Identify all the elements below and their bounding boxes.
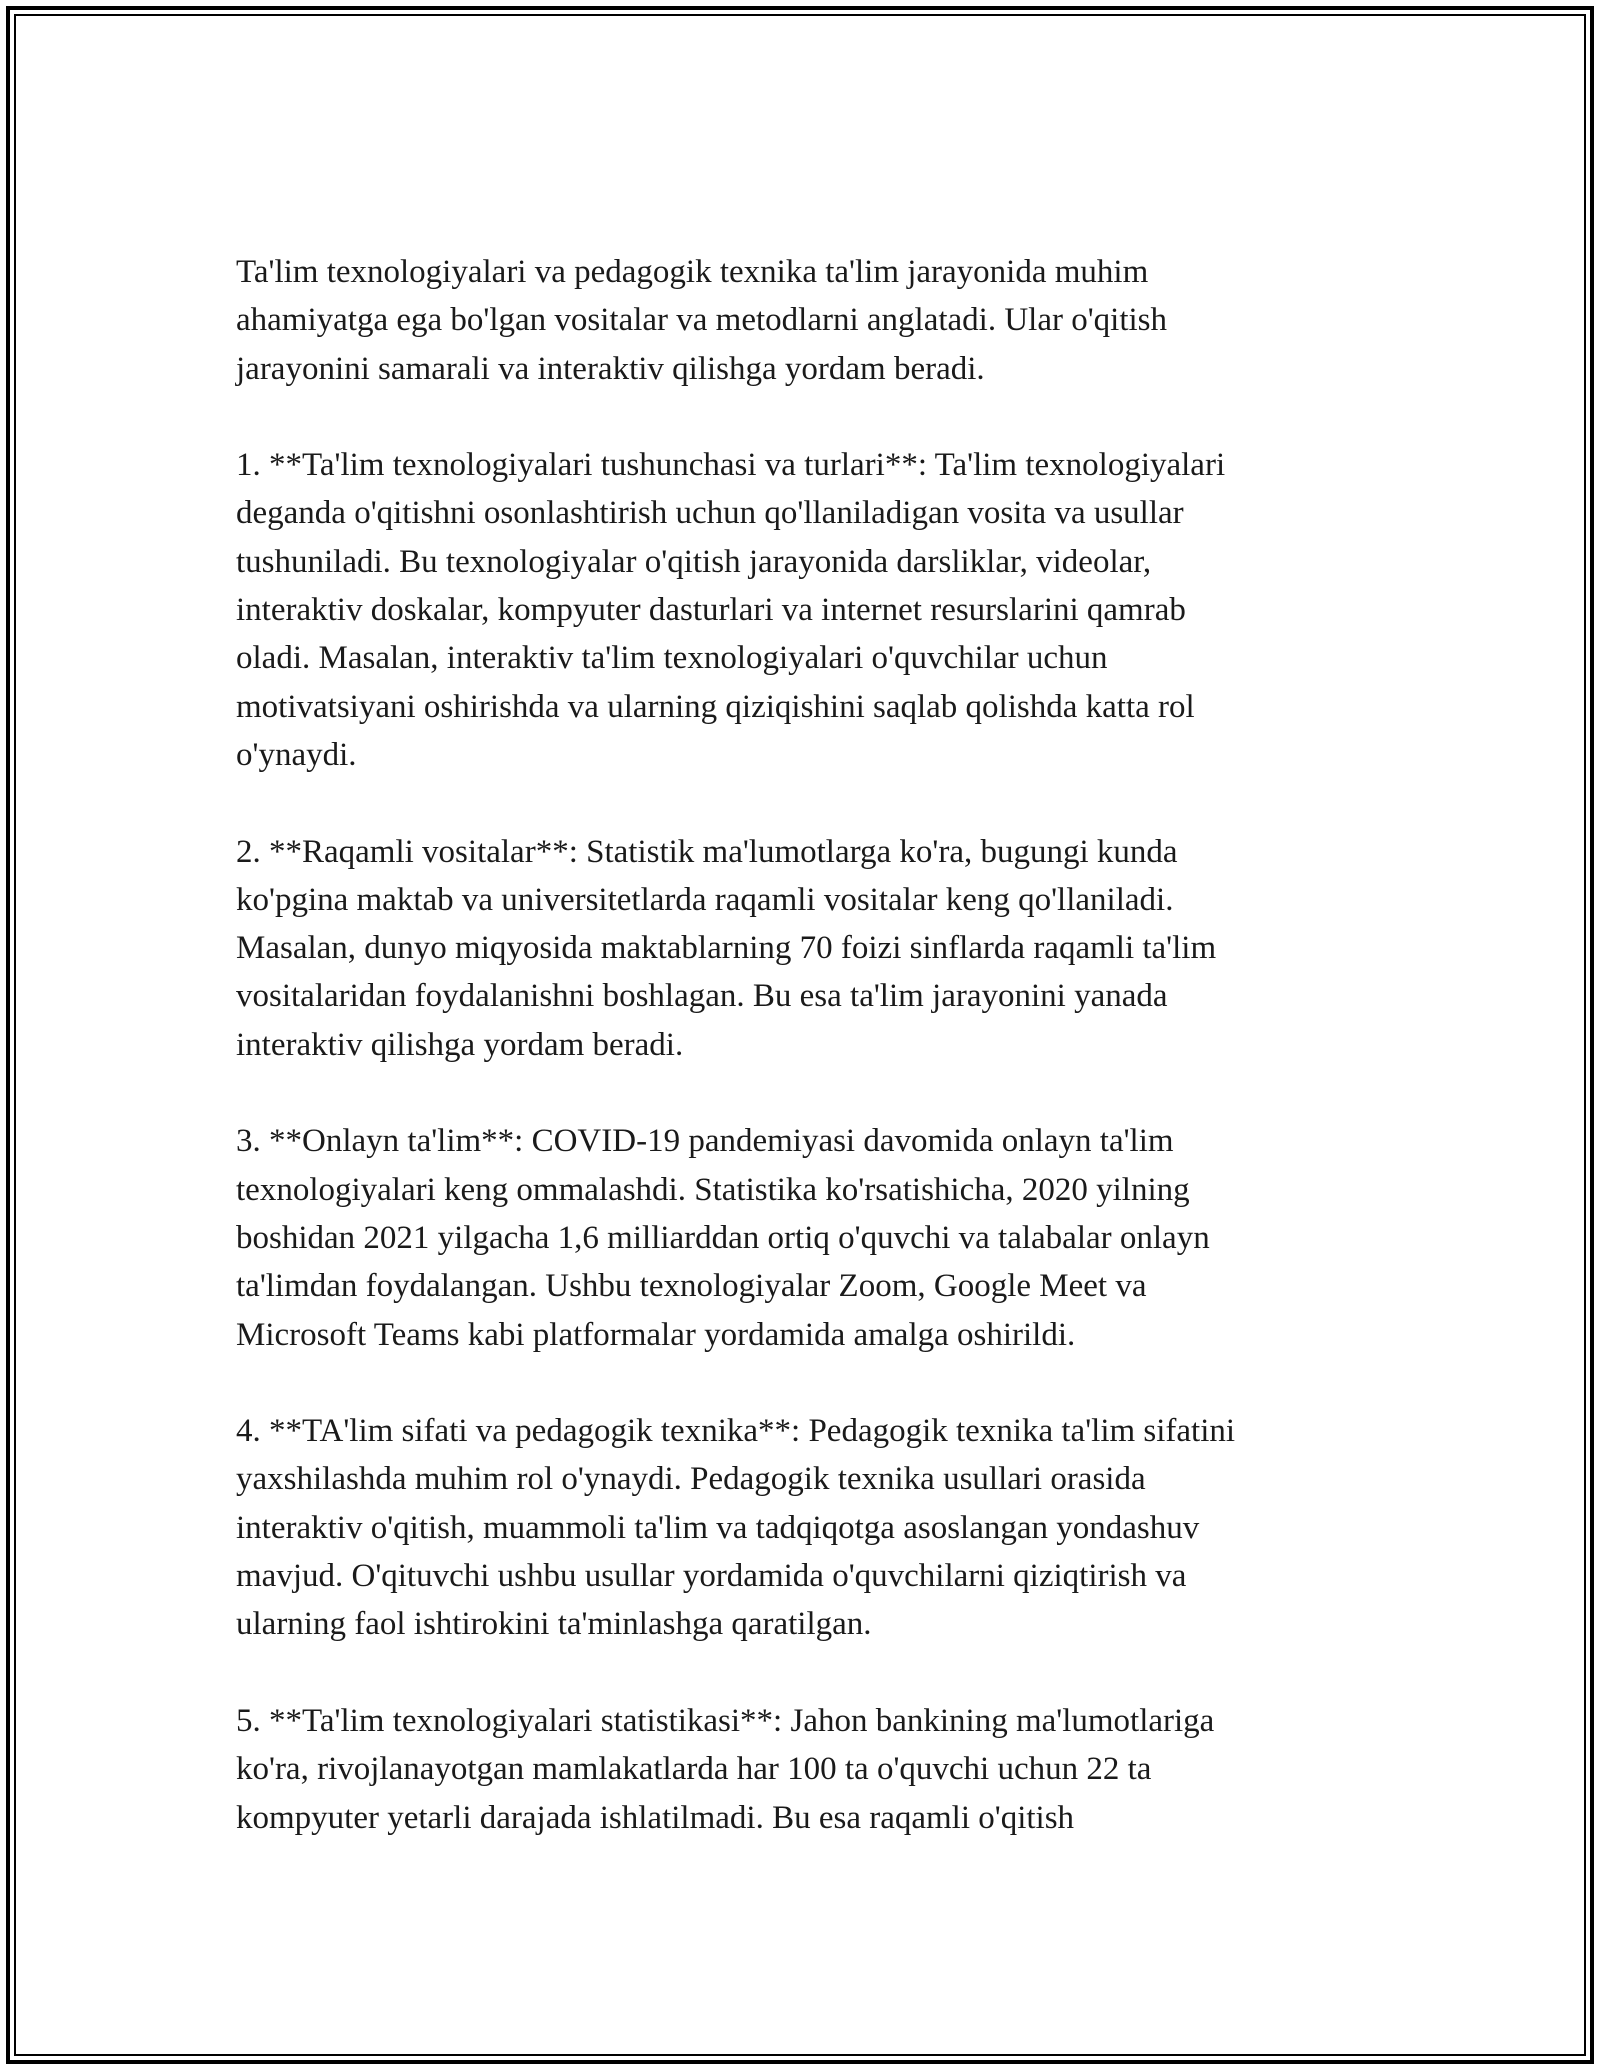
text-line: oladi. Masalan, interaktiv ta'lim texnologiyalari o'quvchilar uchun (236, 640, 1108, 677)
text-line: mavjud. O'qituvchi ushbu usullar yordamida o'quvchilarni qiziqtirish va (236, 1558, 1187, 1595)
text-line: yaxshilashda muhim rol o'ynaydi. Pedagogik texnika usullari orasida (236, 1461, 1146, 1498)
numbered-paragraph-3 (236, 1117, 1376, 1358)
text-line: 5. **Ta'lim texnologiyalari statistikasi**: Jahon bankining ma'lumotlariga (236, 1702, 1215, 1739)
document-body (236, 248, 1376, 1890)
text-line: deganda o'qitishni osonlashtirish uchun qo'llaniladigan vosita va usullar (236, 495, 1184, 532)
text-line: ko'pgina maktab va universitetlarda raqamli vositalar keng qo'llaniladi. (236, 881, 1174, 918)
text-line: texnologiyalari keng ommalashdi. Statistika ko'rsatishicha, 2020 yilning (236, 1171, 1190, 1208)
text-line: Ta'lim texnologiyalari va pedagogik texnika ta'lim jarayonida muhim (236, 254, 1149, 290)
text-line: ko'ra, rivojlanayotgan mamlakatlarda har 100 ta o'quvchi uchun 22 ta (236, 1751, 1152, 1788)
text-line: Masalan, dunyo miqyosida maktablarning 70 foizi sinflarda raqamli ta'lim (236, 930, 1217, 967)
numbered-paragraph-5 (236, 1697, 1376, 1842)
text-line: motivatsiyani oshirishda va ularning qiziqishini saqlab qolishda katta rol (236, 688, 1195, 725)
text-line: 1. **Ta'lim texnologiyalari tushunchasi va turlari**: Ta'lim texnologiyalari (236, 447, 1226, 484)
text-line: interaktiv qilishga yordam beradi. (236, 1026, 684, 1063)
intro-paragraph (236, 248, 1376, 393)
text-line: boshidan 2021 yilgacha 1,6 milliarddan ortiq o'quvchi va talabalar onlayn (236, 1219, 1210, 1256)
numbered-paragraph-2 (236, 828, 1376, 1069)
text-line: 2. **Raqamli vositalar**: Statistik ma'lumotlarga ko'ra, bugungi kunda (236, 833, 1178, 870)
text-line: tushuniladi. Bu texnologiyalar o'qitish jarayonida darsliklar, videolar, (236, 543, 1152, 580)
text-line: interaktiv doskalar, kompyuter dasturlari va internet resurslarini qamrab (236, 592, 1186, 629)
text-line: ularning faol ishtirokini ta'minlashga qaratilgan. (236, 1606, 872, 1643)
numbered-paragraph-4 (236, 1407, 1376, 1648)
text-line: jarayonini samarali va interaktiv qilishga yordam beradi. (236, 350, 985, 387)
text-line: interaktiv o'qitish, muammoli ta'lim va tadqiqotga asoslangan yondashuv (236, 1509, 1200, 1546)
numbered-paragraph-1 (236, 441, 1376, 779)
text-line: Microsoft Teams kabi platformalar yordamida amalga oshirildi. (236, 1316, 1076, 1353)
text-line: vositalaridan foydalanishni boshlagan. Bu esa ta'lim jarayonini yanada (236, 978, 1168, 1015)
text-line: 4. **TA'lim sifati va pedagogik texnika**: Pedagogik texnika ta'lim sifatini (236, 1413, 1236, 1450)
text-line: ta'limdan foydalangan. Ushbu texnologiyalar Zoom, Google Meet va (236, 1268, 1147, 1305)
text-line: kompyuter yetarli darajada ishlatilmadi. Bu esa raqamli o'qitish (236, 1799, 1075, 1836)
text-line: ahamiyatga ega bo'lgan vositalar va metodlarni anglatadi. Ular o'qitish (236, 302, 1168, 339)
text-line: 3. **Onlayn ta'lim**: COVID-19 pandemiyasi davomida onlayn ta'lim (236, 1123, 1174, 1160)
text-line: o'ynaydi. (236, 736, 357, 773)
